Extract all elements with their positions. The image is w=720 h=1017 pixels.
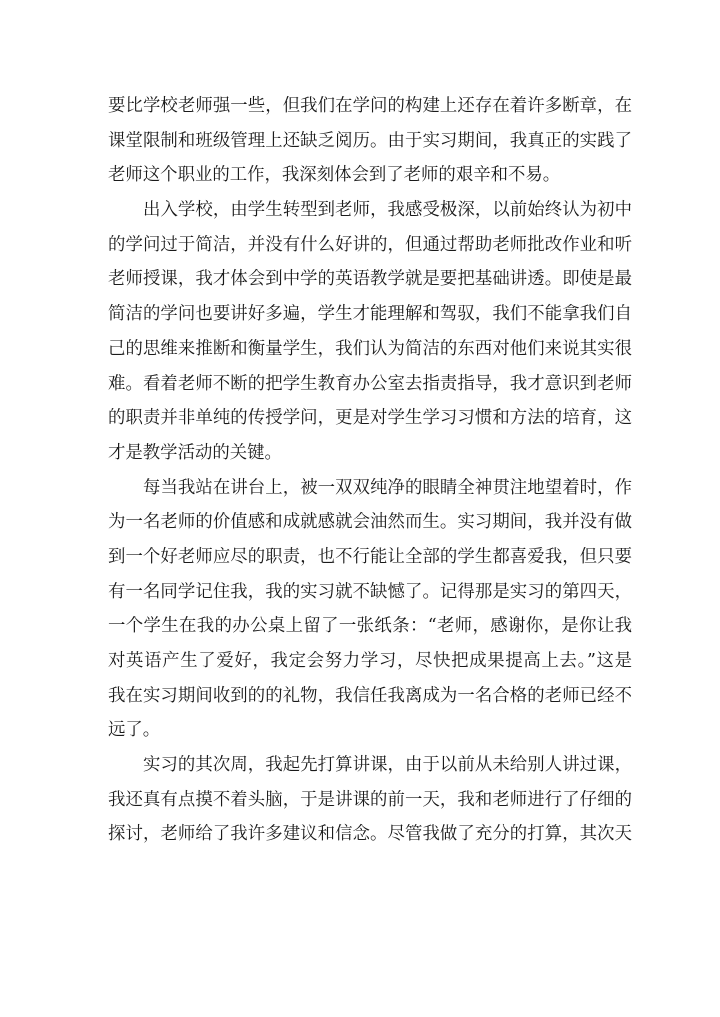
text-line: 我还真有点摸不着头脑，于是讲课的前一天，我和老师进行了仔细的 bbox=[108, 789, 632, 810]
document-body bbox=[108, 89, 632, 852]
text-line: 老师授课，我才体会到中学的英语教学就是要把基础讲透。即使是最 bbox=[108, 269, 632, 290]
text-line: 课堂限制和班级管理上还缺乏阅历。由于实习期间，我真正的实践了 bbox=[108, 130, 632, 151]
text-line: 实习的其次周，我起先打算讲课，由于以前从未给别人讲过课， bbox=[143, 755, 632, 776]
text-line: 老师这个职业的工作，我深刻体会到了老师的艰辛和不易。 bbox=[108, 165, 561, 186]
text-line: 对英语产生了爱好，我定会努力学习，尽快把成果提高上去。”这是 bbox=[108, 651, 632, 671]
text-line: 到一个好老师应尽的职责，也不行能让全部的学生都喜爱我，但只要 bbox=[108, 546, 632, 567]
text-line: 要比学校老师强一些，但我们在学问的构建上还存在着许多断章，在 bbox=[108, 96, 632, 116]
text-line: 的职责并非单纯的传授学问，更是对学生学习习惯和方法的培育，这 bbox=[108, 408, 632, 429]
text-line: 远了。 bbox=[108, 720, 161, 741]
text-line: 一个学生在我的办公桌上留了一张纸条：“老师，感谢你，是你让我 bbox=[108, 616, 632, 637]
text-line: 己的思维来推断和衡量学生，我们认为简洁的东西对他们来说其实很 bbox=[108, 338, 632, 359]
text-line: 探讨，老师给了我许多建议和信念。尽管我做了充分的打算，其次天 bbox=[108, 824, 632, 845]
text-line: 出入学校，由学生转型到老师，我感受极深，以前始终认为初中 bbox=[143, 200, 632, 221]
text-line: 的学问过于简洁，并没有什么好讲的，但通过帮助老师批改作业和听 bbox=[108, 234, 632, 255]
text-line: 我在实习期间收到的的礼物，我信任我离成为一名合格的老师已经不 bbox=[108, 685, 632, 706]
text-line: 难。看着老师不断的把学生教育办公室去指责指导，我才意识到老师 bbox=[108, 373, 632, 394]
text-line: 才是教学活动的关键。 bbox=[108, 442, 282, 463]
text-line: 有一名同学记住我，我的实习就不缺憾了。记得那是实习的第四天， bbox=[108, 581, 632, 602]
text-line: 为一名老师的价值感和成就感就会油然而生。实习期间，我并没有做 bbox=[108, 512, 632, 533]
text-line: 简洁的学问也要讲好多遍，学生才能理解和驾驭，我们不能拿我们自 bbox=[108, 304, 632, 325]
text-line: 每当我站在讲台上，被一双双纯净的眼睛全神贯注地望着时，作 bbox=[143, 477, 632, 498]
